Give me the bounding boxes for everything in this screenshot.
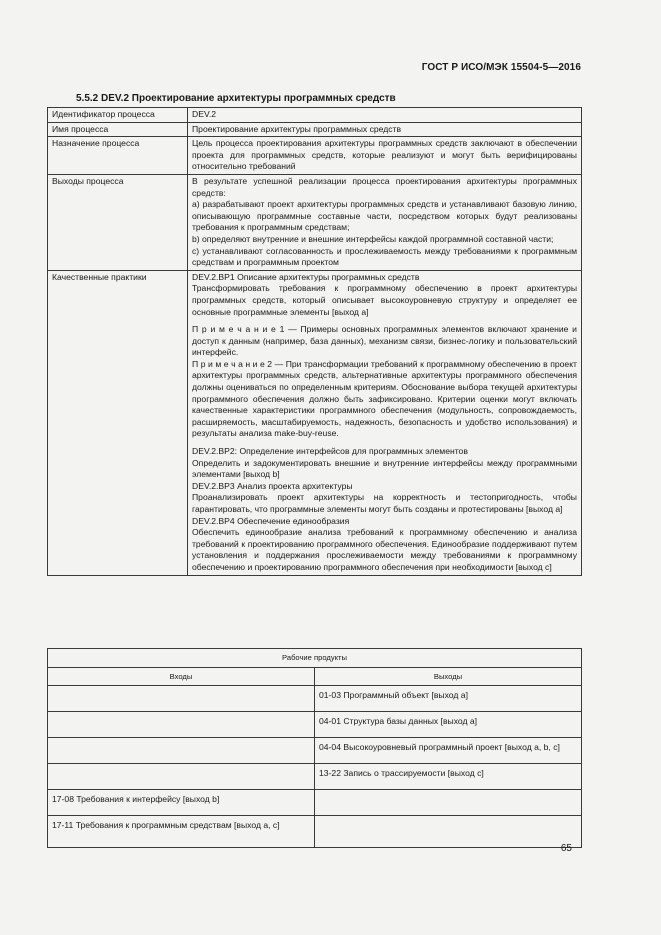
process-table (47, 107, 582, 576)
table-row (48, 790, 582, 816)
practices-value (188, 270, 582, 575)
note-1: П р и м е ч а н и е 1 — Примеры основных программных элементов включают хранение и доступ к данным (например, база данных), механизм связи, бизнес-логику и пользовательский интерфейс. (192, 324, 577, 358)
output-cell: 04-01 Структура базы данных [выход a] (315, 712, 582, 738)
output-cell (315, 816, 582, 848)
process-purpose-label: Назначение процесса (48, 137, 188, 175)
table-row (48, 686, 582, 712)
table-row (48, 667, 582, 686)
bp4-title: DEV.2.BP4 Обеспечение единообразия (192, 515, 350, 526)
outputs-item-c: c) устанавливают согласованность и прослеживаемость между требованиями к программным средствам и программным проектом (192, 245, 577, 268)
note-2: П р и м е ч а н и е 2 — При трансформации требований к программному обеспечению в проект архитектуры программных средств, альтернативные архитектуры программного обеспечения должны оцениваться по определенным критериям. Обоснование выбора текущей архитектуры программного обеспечения должно быть зафиксировано. Критерии оценки могут включать качественные характеристики программного обеспечения (модульность, сопровождаемость, расширяемость, масштабируемость, надежность, безопасность и удобство использования) и результаты анализа make-buy-reuse. (192, 358, 577, 439)
outputs-intro: В результате успешной реализации процесса проектирования архитектуры программных средств: (192, 175, 577, 198)
table-row (48, 738, 582, 764)
input-cell (48, 738, 315, 764)
bp1-text: Трансформировать требования к программному обеспечению в проект архитектуры программных средств, который описывает высокоуровневую структуру и определяет ее основные программные элементы [выход a] (192, 283, 577, 317)
input-cell (48, 686, 315, 712)
input-cell: 17-11 Требования к программным средствам [выход a, c] (48, 816, 315, 848)
input-cell (48, 712, 315, 738)
table-row (48, 764, 582, 790)
page-number: 65 (560, 843, 572, 854)
bp1-title: DEV.2.BP1 Описание архитектуры программных средств (192, 271, 420, 282)
table-row (48, 712, 582, 738)
process-id-value: DEV.2 (188, 108, 582, 123)
table-row (48, 137, 582, 175)
process-purpose-value: Цель процесса проектирования архитектуры программных средств заключают в обеспечении проекта для программных средств, которые реализуют и могут быть верифицированы относительно требований (188, 137, 582, 175)
input-cell (48, 764, 315, 790)
work-products-title: Рабочие продукты (48, 649, 582, 668)
bp2-text: Определить и задокументировать внешние и внутренние интерфейсы между программными элементами [выход b] (192, 457, 577, 480)
table-row (48, 122, 582, 137)
standard-code-header: ГОСТ Р ИСО/МЭК 15504-5—2016 (421, 62, 581, 73)
process-name-value: Проектирование архитектуры программных средств (188, 122, 582, 137)
output-cell (315, 790, 582, 816)
output-cell: 01-03 Программный объект [выход a] (315, 686, 582, 712)
outputs-item-a: a) разрабатывают проект архитектуры программных средств и устанавливают базовую линию, описывающую программные составные части, посредством которых будут реализованы требования к программным средствам; (192, 199, 577, 233)
table-row (48, 649, 582, 668)
input-cell: 17-08 Требования к интерфейсу [выход b] (48, 790, 315, 816)
process-outputs-label: Выходы процесса (48, 174, 188, 270)
process-id-label: Идентификатор процесса (48, 108, 188, 123)
bp2-title: DEV.2.BP2: Определение интерфейсов для программных элементов (192, 446, 468, 457)
outputs-item-b: b) определяют внутренние и внешние интерфейсы каждой программной составной части; (192, 233, 554, 244)
table-row (48, 270, 582, 575)
process-name-label: Имя процесса (48, 122, 188, 137)
inputs-header: Входы (48, 667, 315, 686)
table-row (48, 108, 582, 123)
section-title: 5.5.2 DEV.2 Проектирование архитектуры программных средств (76, 93, 396, 104)
output-cell: 13-22 Запись о трассируемости [выход c] (315, 764, 582, 790)
bp3-text: Проанализировать проект архитектуры на корректность и тестопригодность, чтобы гарантировать, что программные элементы могут быть созданы и протестированы [выход a] (192, 492, 577, 514)
process-outputs-value (188, 174, 582, 270)
work-products-table (47, 648, 582, 848)
practices-label: Качественные практики (48, 270, 188, 575)
outputs-header: Выходы (315, 667, 582, 686)
bp4-text: Обеспечить единообразие анализа требований к программному обеспечению и анализа требований к проектированию программного обеспечения. Единообразие поддерживают путем установления и поддержания прослеживаемости между требованиями к программному обеспечению и проектированию программного обеспечения при необходимости [выход c] (192, 527, 577, 572)
bp3-title: DEV.2.BP3 Анализ проекта архитектуры (192, 480, 353, 491)
table-row (48, 174, 582, 270)
output-cell: 04-04 Высокоуровневый программный проект [выход a, b, c] (315, 738, 582, 764)
table-row (48, 816, 582, 848)
